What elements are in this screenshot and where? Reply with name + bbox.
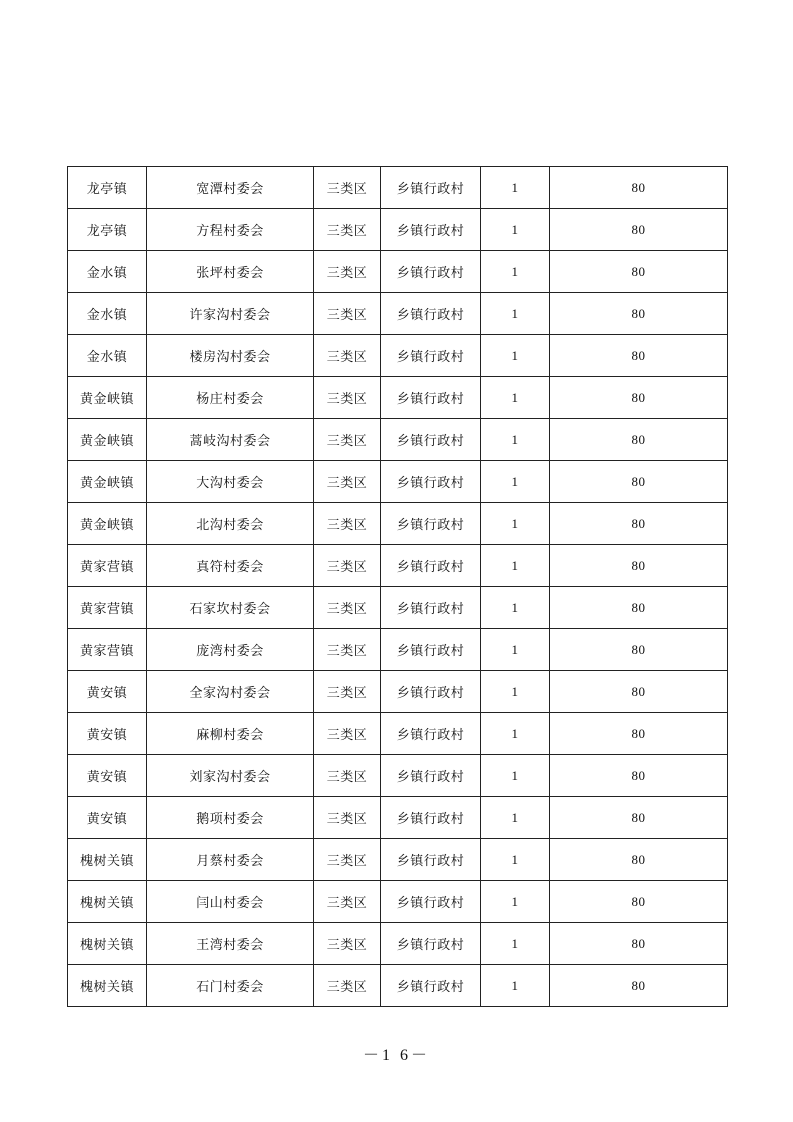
village-committee-cell: 方程村委会 — [147, 209, 314, 251]
village-committee-cell: 张坪村委会 — [147, 251, 314, 293]
count-cell: 1 — [481, 965, 550, 1007]
town-cell: 黄安镇 — [68, 755, 147, 797]
town-cell: 黄家营镇 — [68, 545, 147, 587]
village-committee-cell: 大沟村委会 — [147, 461, 314, 503]
zone-class-cell: 三类区 — [314, 671, 381, 713]
village-committee-cell: 庞湾村委会 — [147, 629, 314, 671]
count-cell: 1 — [481, 587, 550, 629]
village-type-cell: 乡镇行政村 — [381, 503, 481, 545]
town-cell: 龙亭镇 — [68, 167, 147, 209]
village-committee-cell: 刘家沟村委会 — [147, 755, 314, 797]
table-row — [68, 965, 728, 1007]
table-row — [68, 209, 728, 251]
count-cell: 1 — [481, 335, 550, 377]
amount-cell: 80 — [550, 671, 728, 713]
village-type-cell: 乡镇行政村 — [381, 629, 481, 671]
village-committee-cell: 月蔡村委会 — [147, 839, 314, 881]
table-row — [68, 293, 728, 335]
village-type-cell: 乡镇行政村 — [381, 881, 481, 923]
zone-class-cell: 三类区 — [314, 335, 381, 377]
town-cell: 黄金峡镇 — [68, 419, 147, 461]
town-cell: 金水镇 — [68, 335, 147, 377]
village-committee-cell: 楼房沟村委会 — [147, 335, 314, 377]
table-row — [68, 713, 728, 755]
village-type-cell: 乡镇行政村 — [381, 797, 481, 839]
zone-class-cell: 三类区 — [314, 881, 381, 923]
count-cell: 1 — [481, 923, 550, 965]
town-cell: 黄安镇 — [68, 797, 147, 839]
village-committee-cell: 真符村委会 — [147, 545, 314, 587]
town-cell: 槐树关镇 — [68, 965, 147, 1007]
town-cell: 龙亭镇 — [68, 209, 147, 251]
village-type-cell: 乡镇行政村 — [381, 251, 481, 293]
allocation-table — [67, 166, 728, 1007]
table-row — [68, 671, 728, 713]
amount-cell: 80 — [550, 965, 728, 1007]
zone-class-cell: 三类区 — [314, 293, 381, 335]
town-cell: 黄金峡镇 — [68, 377, 147, 419]
amount-cell: 80 — [550, 755, 728, 797]
amount-cell: 80 — [550, 377, 728, 419]
town-cell: 金水镇 — [68, 251, 147, 293]
village-committee-cell: 石家坎村委会 — [147, 587, 314, 629]
village-committee-cell: 宽潭村委会 — [147, 167, 314, 209]
table-row — [68, 335, 728, 377]
count-cell: 1 — [481, 167, 550, 209]
amount-cell: 80 — [550, 839, 728, 881]
table-row — [68, 419, 728, 461]
amount-cell: 80 — [550, 209, 728, 251]
table-row — [68, 923, 728, 965]
count-cell: 1 — [481, 209, 550, 251]
table-row — [68, 377, 728, 419]
town-cell: 槐树关镇 — [68, 923, 147, 965]
village-type-cell: 乡镇行政村 — [381, 839, 481, 881]
table-row — [68, 797, 728, 839]
count-cell: 1 — [481, 629, 550, 671]
amount-cell: 80 — [550, 419, 728, 461]
table-row — [68, 167, 728, 209]
village-type-cell: 乡镇行政村 — [381, 335, 481, 377]
count-cell: 1 — [481, 713, 550, 755]
table-row — [68, 839, 728, 881]
table-row — [68, 881, 728, 923]
count-cell: 1 — [481, 671, 550, 713]
zone-class-cell: 三类区 — [314, 755, 381, 797]
zone-class-cell: 三类区 — [314, 377, 381, 419]
amount-cell: 80 — [550, 545, 728, 587]
village-committee-cell: 鹅项村委会 — [147, 797, 314, 839]
table-row — [68, 629, 728, 671]
amount-cell: 80 — [550, 629, 728, 671]
amount-cell: 80 — [550, 587, 728, 629]
village-committee-cell: 杨庄村委会 — [147, 377, 314, 419]
village-type-cell: 乡镇行政村 — [381, 293, 481, 335]
table-row — [68, 461, 728, 503]
village-committee-cell: 石门村委会 — [147, 965, 314, 1007]
village-type-cell: 乡镇行政村 — [381, 923, 481, 965]
amount-cell: 80 — [550, 293, 728, 335]
village-type-cell: 乡镇行政村 — [381, 755, 481, 797]
table-row — [68, 251, 728, 293]
town-cell: 黄安镇 — [68, 713, 147, 755]
zone-class-cell: 三类区 — [314, 545, 381, 587]
count-cell: 1 — [481, 419, 550, 461]
town-cell: 黄家营镇 — [68, 629, 147, 671]
town-cell: 槐树关镇 — [68, 881, 147, 923]
village-type-cell: 乡镇行政村 — [381, 713, 481, 755]
village-committee-cell: 麻柳村委会 — [147, 713, 314, 755]
count-cell: 1 — [481, 377, 550, 419]
town-cell: 黄金峡镇 — [68, 461, 147, 503]
zone-class-cell: 三类区 — [314, 629, 381, 671]
zone-class-cell: 三类区 — [314, 923, 381, 965]
amount-cell: 80 — [550, 713, 728, 755]
amount-cell: 80 — [550, 461, 728, 503]
town-cell: 黄安镇 — [68, 671, 147, 713]
village-type-cell: 乡镇行政村 — [381, 671, 481, 713]
count-cell: 1 — [481, 293, 550, 335]
village-type-cell: 乡镇行政村 — [381, 965, 481, 1007]
village-type-cell: 乡镇行政村 — [381, 419, 481, 461]
count-cell: 1 — [481, 839, 550, 881]
town-cell: 槐树关镇 — [68, 839, 147, 881]
amount-cell: 80 — [550, 167, 728, 209]
table-row — [68, 503, 728, 545]
zone-class-cell: 三类区 — [314, 839, 381, 881]
town-cell: 黄金峡镇 — [68, 503, 147, 545]
village-type-cell: 乡镇行政村 — [381, 461, 481, 503]
zone-class-cell: 三类区 — [314, 209, 381, 251]
zone-class-cell: 三类区 — [314, 965, 381, 1007]
village-committee-cell: 王湾村委会 — [147, 923, 314, 965]
count-cell: 1 — [481, 461, 550, 503]
zone-class-cell: 三类区 — [314, 503, 381, 545]
table-row — [68, 587, 728, 629]
count-cell: 1 — [481, 503, 550, 545]
village-type-cell: 乡镇行政村 — [381, 167, 481, 209]
amount-cell: 80 — [550, 881, 728, 923]
amount-cell: 80 — [550, 503, 728, 545]
count-cell: 1 — [481, 797, 550, 839]
table-row — [68, 755, 728, 797]
zone-class-cell: 三类区 — [314, 797, 381, 839]
zone-class-cell: 三类区 — [314, 587, 381, 629]
zone-class-cell: 三类区 — [314, 713, 381, 755]
village-committee-cell: 闫山村委会 — [147, 881, 314, 923]
table-row — [68, 545, 728, 587]
village-type-cell: 乡镇行政村 — [381, 209, 481, 251]
village-type-cell: 乡镇行政村 — [381, 545, 481, 587]
town-cell: 金水镇 — [68, 293, 147, 335]
count-cell: 1 — [481, 755, 550, 797]
count-cell: 1 — [481, 251, 550, 293]
zone-class-cell: 三类区 — [314, 461, 381, 503]
amount-cell: 80 — [550, 923, 728, 965]
count-cell: 1 — [481, 545, 550, 587]
table-body — [68, 167, 728, 1007]
zone-class-cell: 三类区 — [314, 167, 381, 209]
count-cell: 1 — [481, 881, 550, 923]
amount-cell: 80 — [550, 797, 728, 839]
page-number: －1 6－ — [362, 1047, 430, 1064]
village-committee-cell: 北沟村委会 — [147, 503, 314, 545]
amount-cell: 80 — [550, 335, 728, 377]
amount-cell: 80 — [550, 251, 728, 293]
village-committee-cell: 蒿岐沟村委会 — [147, 419, 314, 461]
zone-class-cell: 三类区 — [314, 419, 381, 461]
town-cell: 黄家营镇 — [68, 587, 147, 629]
village-type-cell: 乡镇行政村 — [381, 377, 481, 419]
village-type-cell: 乡镇行政村 — [381, 587, 481, 629]
village-committee-cell: 全家沟村委会 — [147, 671, 314, 713]
zone-class-cell: 三类区 — [314, 251, 381, 293]
village-committee-cell: 许家沟村委会 — [147, 293, 314, 335]
